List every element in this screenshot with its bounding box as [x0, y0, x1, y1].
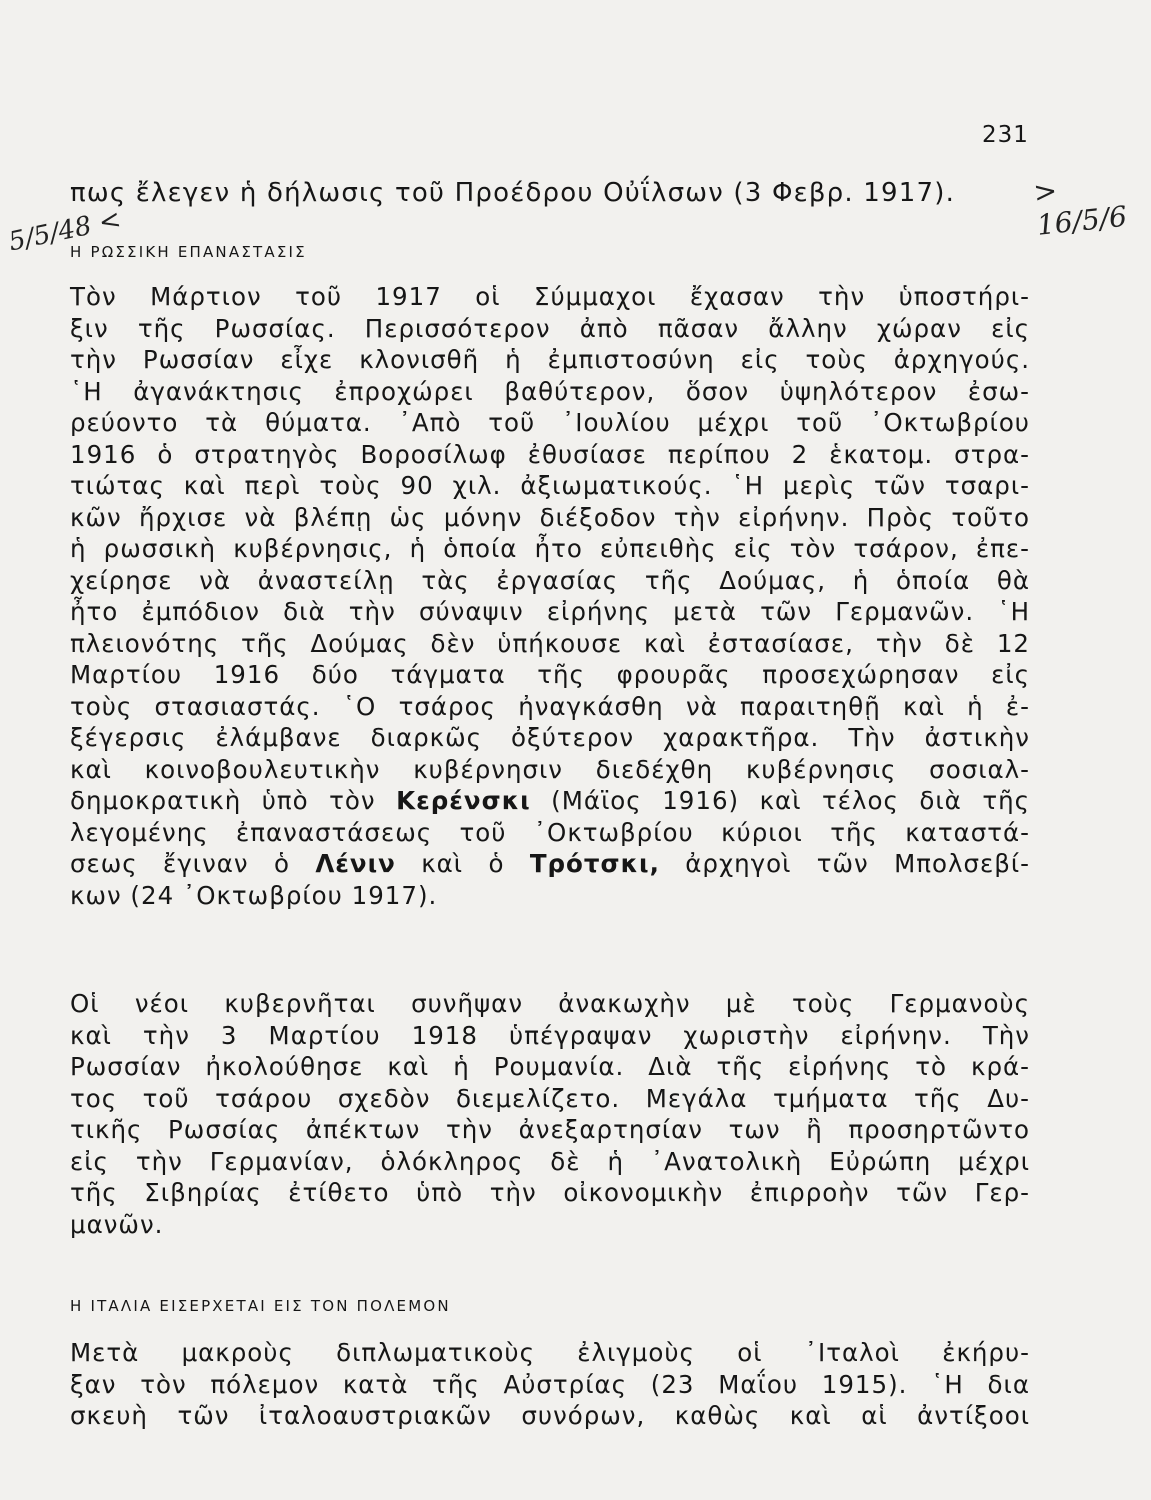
- text-line: ἡ ρωσσικὴ κυβέρνησις, ἡ ὁποία ἦτο εὐπειθὴς εἰς τὸν τσάρον, ἐπε-: [70, 534, 1030, 563]
- text-line: κῶν ἤρχισε νὰ βλέπῃ ὡς μόνην διέξοδον τὴν εἰρήνην. Πρὸς τοῦτο: [70, 502, 1030, 532]
- text-line: τῆς Σιβηρίας ἐτίθετο ὑπὸ τὴν οἰκονομικὴν ἐπιρροὴν τῶν Γερ-: [70, 1178, 1030, 1207]
- text-line: καὶ κοινοβουλευτικὴν κυβέρνησιν διεδέχθη κυβέρνησις σοσιαλ-: [70, 754, 1030, 784]
- text-line: [70, 848, 1030, 880]
- text-line: μανῶν.: [70, 1209, 164, 1239]
- text-line: Μαρτίου 1916 δύο τάγματα τῆς φρουρᾶς προσεχώρησαν εἰς: [70, 660, 1030, 689]
- text-line: λεγομένης ἐπαναστάσεως τοῦ ᾿Οκτωβρίου κύριοι τῆς καταστά-: [70, 817, 1030, 847]
- text-run: δημοκρατικὴ ὑπὸ τὸν: [70, 786, 397, 815]
- text-line: ξιν τῆς Ρωσσίας. Περισσότερον ἀπὸ πᾶσαν ἄλλην χώραν εἰς: [70, 313, 1030, 343]
- carryover-line: πως ἔλεγεν ἡ δήλωσις τοῦ Προέδρου Οὐΐλσων (3 Φεβρ. 1917).: [70, 178, 956, 208]
- paragraph-russian-revolution-2: [70, 988, 1030, 1240]
- text-line: τιώτας καὶ περὶ τοὺς 90 χιλ. ἀξιωματικούς. ῾Η μερὶς τῶν τσαρι-: [70, 471, 1030, 500]
- text-line: τικῆς Ρωσσίας ἀπέκτων τὴν ἀνεξαρτησίαν των ἢ προσηρτῶντο: [70, 1115, 1030, 1144]
- text-line: ἦτο ἐμπόδιον διὰ τὴν σύναψιν εἰρήνης μετὰ τῶν Γερμανῶν. ῾Η: [70, 597, 1030, 626]
- text-line: ξαν τὸν πόλεμον κατὰ τῆς Αὐστρίας (23 Μαΐου 1915). ῾Η δια: [70, 1369, 1030, 1399]
- text-line: Τὸν Μάρτιον τοῦ 1917 οἱ Σύμμαχοι ἔχασαν τὴν ὑποστήρι-: [70, 282, 1030, 311]
- paragraph-russian-revolution-1: [70, 281, 1030, 911]
- text-line: τοὺς στασιαστάς. ῾Ο τσάρος ἠναγκάσθη νὰ παραιτηθῇ καὶ ἡ ἐ-: [70, 691, 1030, 721]
- text-line: πλειονότης τῆς Δούμας δὲν ὑπήκουσε καὶ ἐστασίασε, τὴν δὲ 12: [70, 628, 1030, 658]
- text-line: Οἱ νέοι κυβερνῆται συνῆψαν ἀνακωχὴν μὲ τοὺς Γερμανοὺς: [70, 989, 1030, 1018]
- name-trotsky: Τρότσκι,: [529, 849, 660, 878]
- text-run: (Μάϊος 1916) καὶ τέλος διὰ τῆς: [530, 786, 1030, 815]
- handwritten-annotation-right: > 16/5/6: [1031, 173, 1129, 242]
- text-run: ἀρχηγοὶ τῶν Μπολσεβί-: [659, 849, 1030, 878]
- section-heading-italy-enters-war: Η ΙΤΑΛΙΑ ΕΙΣΕΡΧΕΤΑΙ ΕΙΣ ΤΟΝ ΠΟΛΕΜΟΝ: [70, 1297, 451, 1315]
- text-line: τὴν Ρωσσίαν εἶχε κλονισθῆ ἡ ἐμπιστοσύνη εἰς τοὺς ἀρχηγούς.: [70, 345, 1030, 374]
- text-line: 1916 ὁ στρατηγὸς Βοροσίλωφ ἐθυσίασε περίπου 2 ἑκατομ. στρα-: [70, 439, 1030, 469]
- text-run: σεως ἔγιναν ὁ: [70, 849, 316, 878]
- text-line: κων (24 ᾿Οκτωβρίου 1917).: [70, 880, 438, 910]
- section-heading-russian-revolution: Η ΡΩΣΣΙΚΗ ΕΠΑΝΑΣΤΑΣΙΣ: [70, 243, 307, 261]
- name-kerensky: Κερένσκι: [396, 786, 531, 815]
- text-line: [70, 785, 1030, 817]
- handwritten-annotation-left: 5/5/48 <: [6, 204, 124, 258]
- text-line: ῾Η ἀγανάκτησις ἐπροχώρει βαθύτερον, ὅσον ὑψηλότερον ἐσω-: [70, 376, 1030, 406]
- text-line: Μετὰ μακροὺς διπλωματικοὺς ἐλιγμοὺς οἱ ᾿Ιταλοὶ ἐκήρυ-: [70, 1338, 1030, 1367]
- text-line: τος τοῦ τσάρου σχεδὸν διεμελίζετο. Μεγάλα τμήματα τῆς Δυ-: [70, 1083, 1030, 1113]
- page-number: 231: [982, 122, 1029, 148]
- paragraph-italy: [70, 1337, 1030, 1432]
- text-run: καὶ ὁ: [395, 849, 530, 878]
- text-line: ρεύοντο τὰ θύματα. ᾿Απὸ τοῦ ᾿Ιουλίου μέχρι τοῦ ᾿Οκτωβρίου: [70, 408, 1030, 437]
- text-line: καὶ τὴν 3 Μαρτίου 1918 ὑπέγραψαν χωριστὴν εἰρήνην. Τὴν: [70, 1020, 1030, 1050]
- text-line: Ρωσσίαν ἠκολούθησε καὶ ἡ Ρουμανία. Διὰ τῆς εἰρήνης τὸ κρά-: [70, 1052, 1030, 1081]
- text-line: εἰς τὴν Γερμανίαν, ὁλόκληρος δὲ ἡ ᾿Ανατολικὴ Εὐρώπη μέχρι: [70, 1146, 1030, 1176]
- name-lenin: Λένιν: [315, 849, 396, 878]
- text-line: χείρησε νὰ ἀναστείλῃ τὰς ἐργασίας τῆς Δούμας, ἡ ὁποία θὰ: [70, 565, 1030, 595]
- text-line: σκευὴ τῶν ἰταλοαυστριακῶν συνόρων, καθὼς καὶ αἱ ἀντίξοοι: [70, 1401, 1030, 1430]
- text-line: ξέγερσις ἐλάμβανε διαρκῶς ὀξύτερον χαρακτῆρα. Τὴν ἀστικὴν: [70, 723, 1030, 752]
